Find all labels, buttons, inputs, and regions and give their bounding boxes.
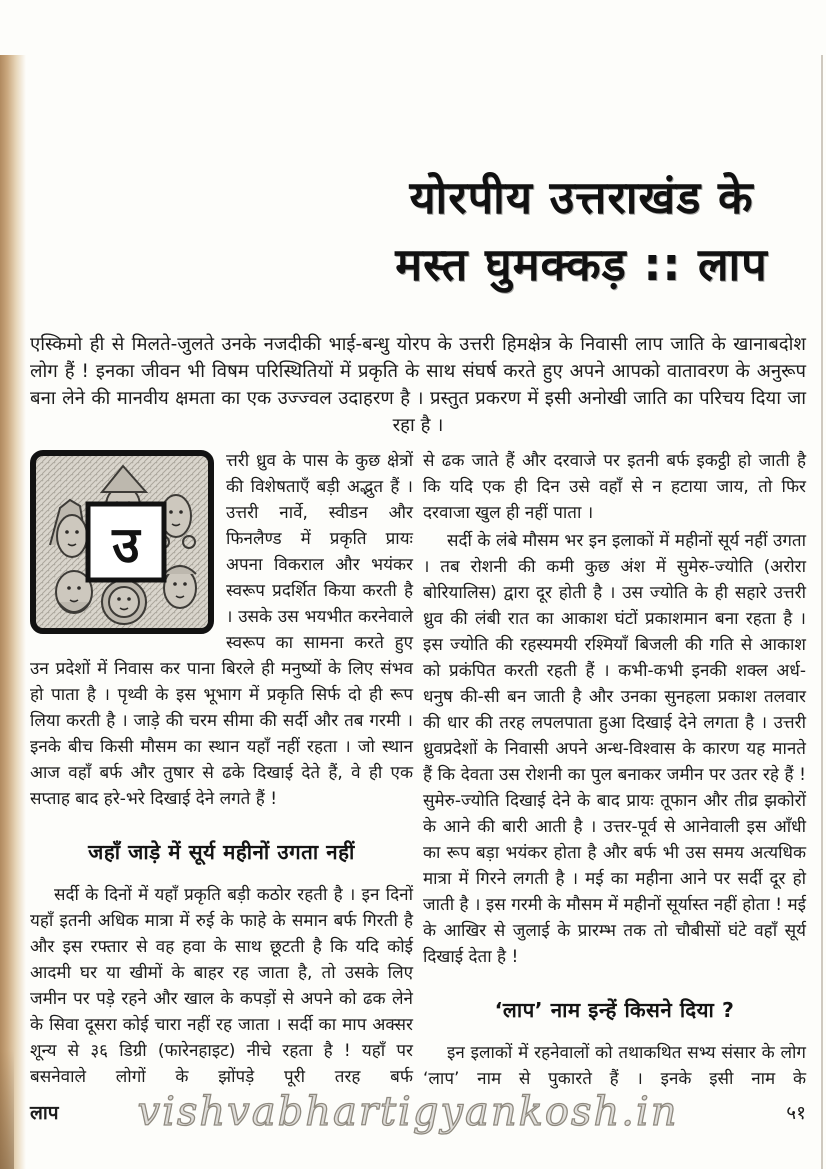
tribal-faces-drawing [30, 450, 214, 634]
intro-paragraph: एस्किमो ही से मिलते-जुलते उनके नजदीकी भाई-बन्धु योरप के उत्तरी हिमक्षेत्र के निवासी लाप जाति के खानाबदोश लोग हैं ! इनका जीवन भी विषम परिस्थितियों में प्रकृति के साथ संघर्ष करते हुए अपने आपको वातावरण के अनुरूप बना लेने की मानवीय क्षमता का एक उज्ज्वल उदाहरण है । प्रस्तुत प्रकरण में इसी अनोखी जाति का परिचय दिया जा रहा है । [30, 334, 806, 436]
article-title-line1: योरपीय उत्तराखंड के [409, 171, 754, 224]
article-title [359, 171, 804, 291]
right-paragraph-3: इन इलाकों में रहनेवालों को तथाकथित सभ्य संसार के लोग ‘लाप’ नाम से पुकारते हैं । इनके इसी नाम के [423, 1043, 806, 1089]
book-spine-shadow [0, 55, 26, 1169]
two-column-text [30, 448, 806, 1092]
left-paragraph-1: त्तरी ध्रुव के पास के कुछ क्षेत्रों की विशेषताएँ बड़ी अद्भुत हैं । उत्तरी नार्वे, स्वीडन और फिनलैण्ड में प्रकृति प्रायः अपना विकराल और भयंकर स्वरूप प्रदर्शित किया करती है । उसके उस भयभीत करनेवाले स्वरूप का सामना करते हुए उन प्रदेशों में निवास कर पाना बिरले ही मनुष्यों के लिए संभव हो पाता है । पृथ्वी के इस भूभाग में प्रकृति सिर्फ दो ही रूप लिया करती है । जाड़े की चरम सीमा की सर्दी और तब गरमी । इनके बीच किसी मौसम का स्थान यहाँ नहीं रहता । जो स्थान आज वहाँ बर्फ और तुषार से ढके दिखाई देते हैं, वे ही एक सप्ताह बाद हरे-भरे दिखाई देने लगते हैं ! [30, 451, 413, 809]
page-number: ५१ [786, 1102, 806, 1124]
right-paragraph-1: से ढक जाते हैं और दरवाजे पर इतनी बर्फ इकट्ठी हो जाती है कि यदि एक ही दिन उसे वहाँ से न हटाया जाय, तो फिर दरवाजा खुल ही नहीं पाता । [423, 451, 806, 523]
page-footer [30, 1082, 806, 1142]
drop-cap-letter: उ [112, 516, 140, 574]
article-title-line2: मस्त घुमक्कड़ :: लाप [395, 238, 768, 291]
left-paragraph-2: सर्दी के दिनों में यहाँ प्रकृति बड़ी कठोर रहती है । इन दिनों यहाँ इतनी अधिक मात्रा में रुई के फाहे के समान बर्फ गिरती है और इस रफ्तार से वह हवा के साथ छूटती है कि यदि कोई आदमी घर या खीमों के बाहर रह जाता है, तो उसके लिए जमीन पर पड़े रहने और खाल के कपड़ों से अपने को ढक लेने के सिवा दूसरा कोई चारा नहीं रह जाता । सर्दी का माप अक्सर शून्य से ३६ डिग्री (फारेनहाइट) नीचे रहता है ! यहाँ पर बसनेवाले लोगों के झोंपड़े पूरी तरह बर्फ [30, 885, 413, 1087]
adjacent-page-edge [821, 55, 823, 1169]
section-heading-lap-name: ‘लाप’ नाम इन्हें किसने दिया ? [494, 998, 735, 1022]
right-column [423, 448, 806, 1092]
left-column [30, 448, 413, 1092]
right-paragraph-2: सर्दी के लंबे मौसम भर इन इलाकों में महीनों सूर्य नहीं उगता । तब रोशनी की कमी कुछ अंश में सुमेरु-ज्योति (अरोरा बोरियालिस) द्वारा दूर होती है । उस ज्योति के ही सहारे उत्तरी ध्रुव की लंबी रात का आकाश घंटों प्रकाशमान बना रहता है । इस ज्योति की रहस्यमयी रश्मियाँ बिजली की गति से आकाश को प्रकंपित करती रहती हैं । कभी-कभी इनकी शक्ल अर्ध-धनुष की-सी बन जाती है और उनका सुनहला प्रकाश तलवार की धार की तरह लपलपाता हुआ दिखाई देने लगता है । उत्तरी ध्रुवप्रदेशों के निवासी अपने अन्ध-विश्वास के कारण यह मानते हैं कि देवता उस रोशनी का पुल बनाकर जमीन पर उतर रहे हैं ! सुमेरु-ज्योति दिखाई देने के बाद प्रायः तूफान और तीव्र झकोरों के आने की बारी आती है । उत्तर-पूर्व से आनेवाली इस आँधी का रूप बड़ा भयंकर होता है और बर्फ भी उस समय अत्यधिक मात्रा में गिरने लगती है । मई का महीना आने पर सर्दी दूर हो जाती है । इस गरमी के मौसम में महीनों सूर्यास्त नहीं होता ! मई के आखिर से जुलाई के प्रारम्भ तक तो चौबीसों घंटे वहाँ सूर्य दिखाई देता है ! [423, 531, 806, 967]
book-page [30, 0, 806, 1169]
running-footer-title: लाप [30, 1102, 59, 1124]
section-heading-winter-sun: जहाँ जाड़े में सूर्य महीनों उगता नहीं [88, 840, 355, 864]
tribal-faces-illustration [30, 450, 214, 634]
watermark-text: vishvabhartigyankosh.in [137, 1089, 679, 1135]
